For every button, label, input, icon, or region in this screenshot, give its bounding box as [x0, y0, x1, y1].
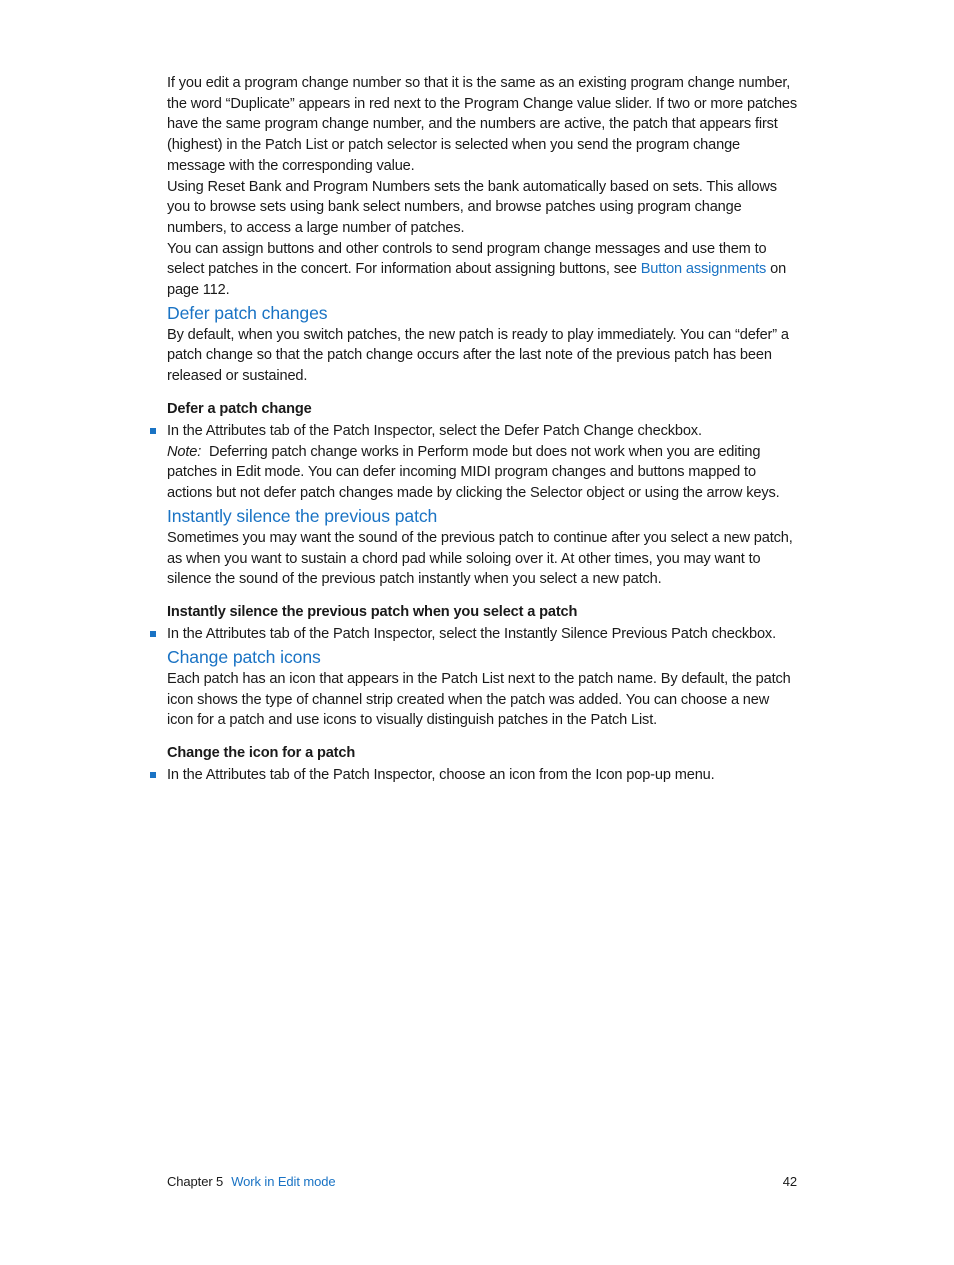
note-text: Deferring patch change works in Perform mode but does not work when you are editing patches in Edit mode. You can defer incoming MIDI program changes and buttons mapped to actions but not defer patch changes made by clicking the Selector object or using the arrow keys.: [167, 443, 780, 502]
footer-chapter-link[interactable]: Work in Edit mode: [231, 1174, 336, 1189]
note-label: Note:: [167, 443, 202, 460]
note-defer: [167, 442, 799, 504]
heading-change-patch-icons: Change patch icons: [167, 646, 321, 667]
bullet-square-icon: [150, 772, 156, 778]
task-step-icons: [167, 765, 799, 786]
footer-page-number: 42: [782, 1174, 797, 1189]
page-footer: [167, 1173, 799, 1191]
heading-defer-patch-changes: Defer patch changes: [167, 302, 328, 323]
task-title-defer: Defer a patch change: [167, 401, 312, 418]
task-title-icons: Change the icon for a patch: [167, 745, 356, 762]
bullet-square-icon: [150, 631, 156, 637]
task-step-silence-text: In the Attributes tab of the Patch Inspector, select the Instantly Silence Previous Patch checkbox.: [167, 626, 776, 643]
task-title-silence: Instantly silence the previous patch when you select a patch: [167, 604, 578, 621]
paragraph-silence-intro: Sometimes you may want the sound of the previous patch to continue after you select a new patch, as when you want to sustain a chord pad while soloing over it. At other times, you may want to silence the sound of the previous patch instantly when you select a new patch.: [167, 529, 793, 588]
page-content: [167, 73, 799, 786]
paragraph-reset-bank: Using Reset Bank and Program Numbers sets the bank automatically based on sets. This allows you to browse sets using bank select numbers, and browse patches using program change numbers, to access a large number of patches.: [167, 178, 777, 236]
paragraph-assign-buttons: [167, 239, 799, 301]
heading-instantly-silence: Instantly silence the previous patch: [167, 505, 438, 526]
task-step-icons-text: In the Attributes tab of the Patch Inspector, choose an icon from the Icon pop-up menu.: [167, 767, 715, 784]
task-step-defer: [167, 421, 799, 442]
paragraph-assign-buttons-text: You can assign buttons and other controls to send program change messages and use them to select patches in the concert. For information about assigning buttons, see: [167, 240, 767, 278]
task-step-defer-text: In the Attributes tab of the Patch Inspector, select the Defer Patch Change checkbox.: [167, 423, 702, 440]
footer-chapter-number: Chapter 5: [167, 1174, 224, 1189]
button-assignments-link[interactable]: Button assignments: [640, 261, 767, 278]
paragraph-icons-intro: Each patch has an icon that appears in the Patch List next to the patch name. By default, the patch icon shows the type of channel strip created when the patch was added. You can choose a new icon for a patch and use icons to visually distinguish patches in the Patch List.: [167, 670, 791, 729]
paragraph-assign-buttons-page-ref: on page 112.: [167, 261, 787, 299]
paragraph-defer-intro: By default, when you switch patches, the new patch is ready to play immediately. You can “defer” a patch change so that the patch change occurs after the last note of the previous patch has been released or sustained.: [167, 326, 789, 385]
paragraph-duplicate-program-change: If you edit a program change number so that it is the same as an existing program change number, the word “Duplicate” appears in red next to the Program Change value slider. If two or more patches have the same program change number, and the numbers are active, the patch that appears first (highest) in the Patch List or patch selector is selected when you send the program change message with the corresponding value.: [167, 75, 798, 174]
task-step-silence: [167, 624, 799, 645]
bullet-square-icon: [150, 428, 156, 434]
